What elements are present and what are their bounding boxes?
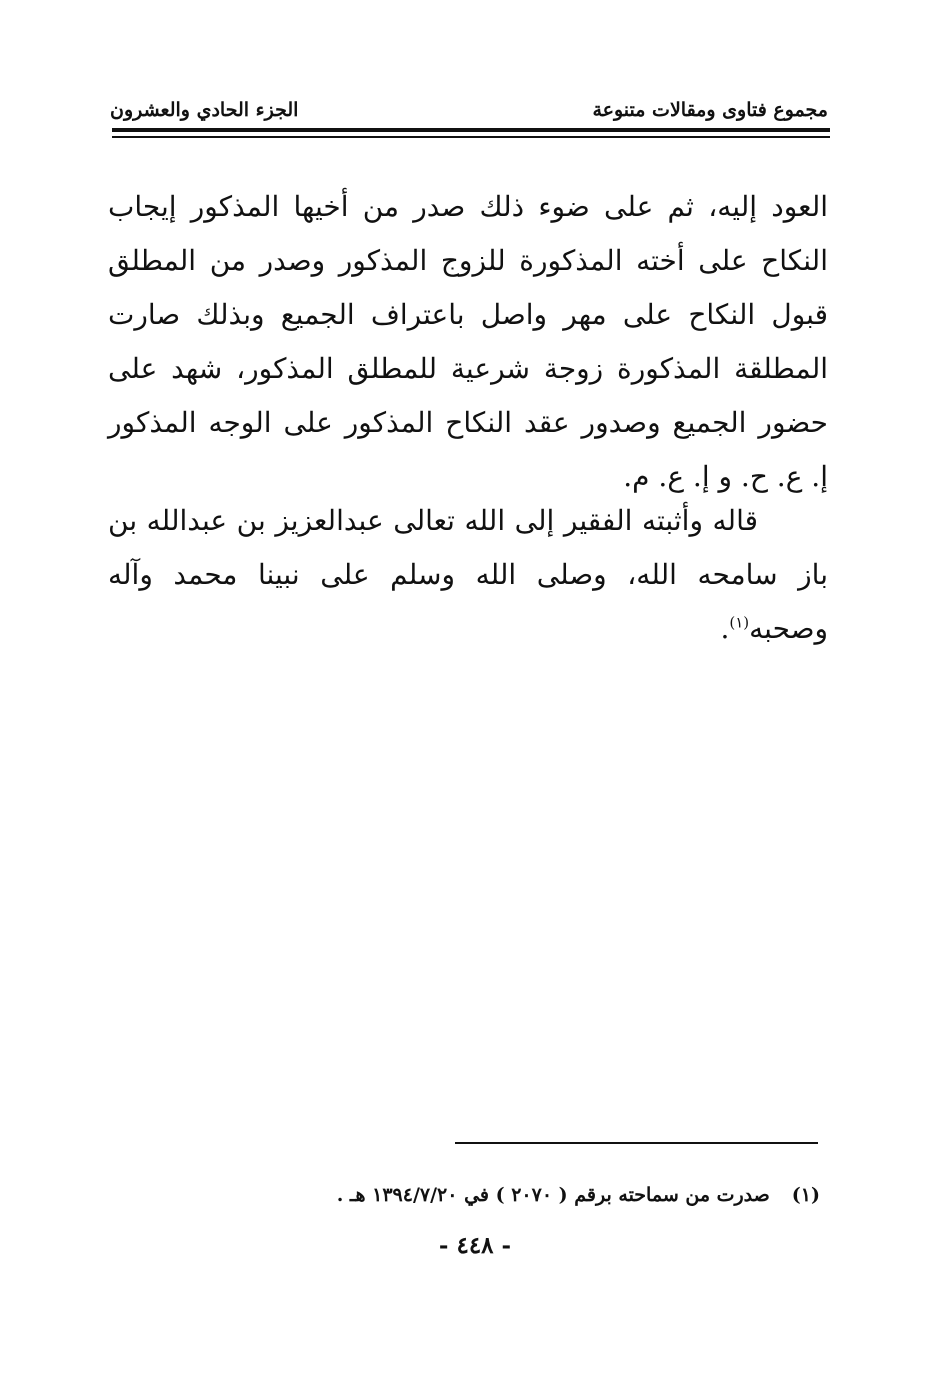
footnote-reference: (١) [729,613,750,632]
running-header-volume: الجزء الحادي والعشرون [110,99,299,121]
footnote-text: صدرت من سماحته برقم ( ٢٠٧٠ ) في ١٣٩٤/٧/٢٠ هـ . [336,1184,770,1206]
page-number-text: - ٤٤٨ - [438,1232,512,1259]
paragraph-2-end: . [720,612,730,645]
header-rule-thick [112,128,830,132]
footnote [337,1180,820,1210]
body-paragraph-1: العود إليه، ثم على ضوء ذلك صدر من أخيها المذكور إيجاب النكاح على أخته المذكورة للزوج المذكور وصدر من المطلق قبول النكاح على مهر واصل باعتراف الجميع وبذلك صارت المطلقة المذكورة زوجة شرعية للمطلق المذكور، شهد على حضور الجميع وصدور عقد النكاح المذكور على الوجه المذكور إ. ع. ح. و إ. ع. م. [108,190,828,493]
footnote-separator [455,1142,818,1144]
running-header-book-title: مجموع فتاوى ومقالات متنوعة [592,99,828,121]
page-number [0,1232,950,1259]
footnote-number: (١) [791,1184,820,1206]
body-paragraph-2 [108,494,828,644]
paragraph-2-text: قاله وأثبته الفقير إلى الله تعالى عبدالعزيز بن عبدالله بن باز سامحه الله، وصلى الله وسلم على نبينا محمد وآله وصحبه [108,504,828,645]
header-rule-thin [112,136,830,138]
